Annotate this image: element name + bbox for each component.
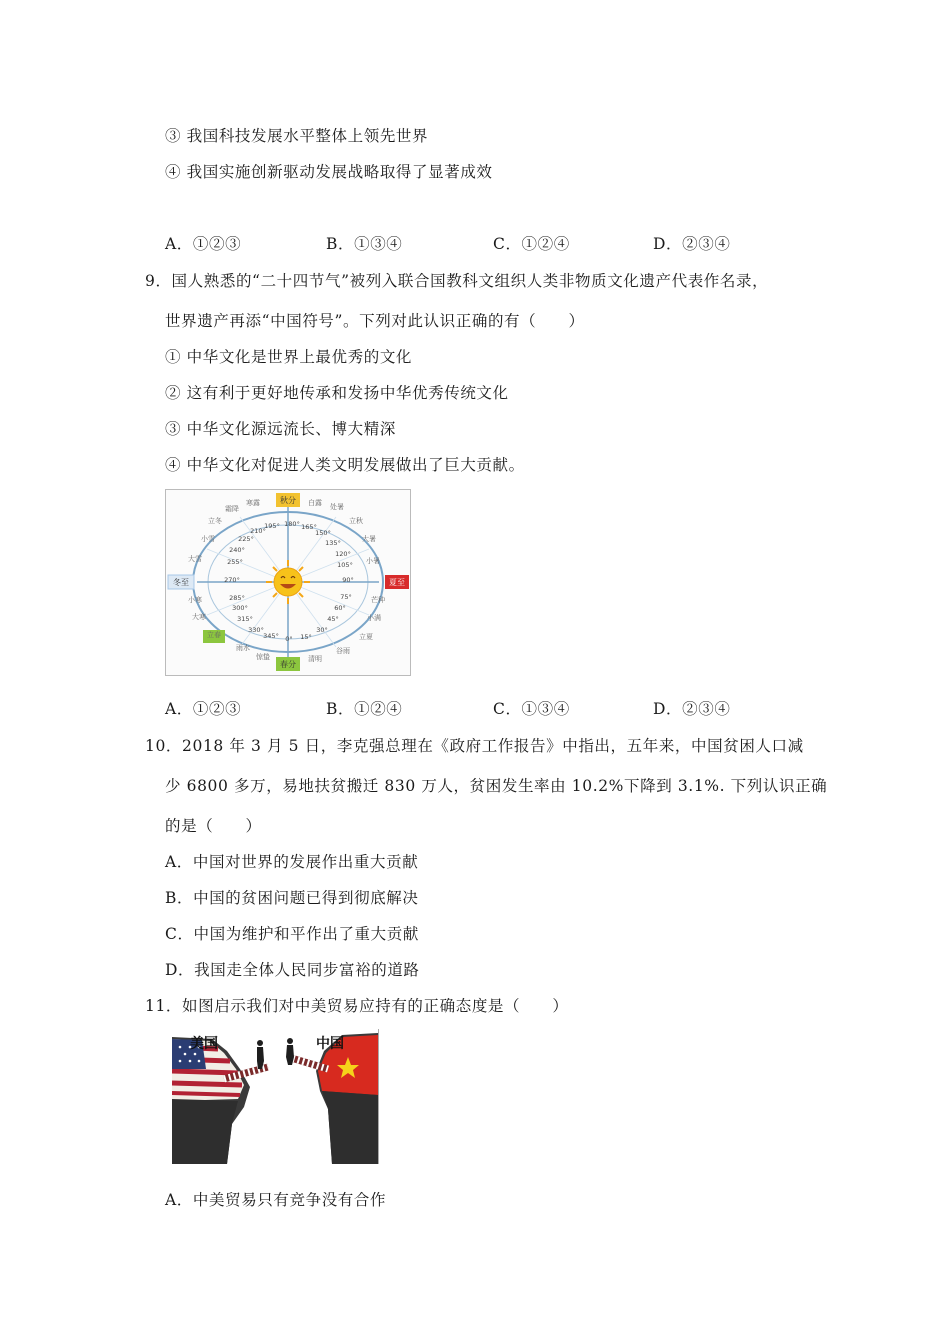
q10-stem-line1: 10．2018 年 3 月 5 日，李克强总理在《政府工作报告》中指出，五年来，中国贫困人口减 <box>145 737 804 755</box>
degree-label: 285° <box>229 594 245 602</box>
solar-term-label: 大暑 <box>362 535 376 543</box>
q8-item-3: ④ 我国实施创新驱动发展战略取得了显著成效 <box>165 163 493 181</box>
solar-term-label: 立春 <box>207 631 221 639</box>
solar-term-label: 霜降 <box>225 505 239 513</box>
q10-stem-line2: 少 6800 多万，易地扶贫搬迁 830 万人，贫困发生率由 10.2%下降到 3.1%. 下列认识正确 <box>165 777 828 795</box>
degree-label: 195° <box>264 522 280 530</box>
trade-bridge-figure <box>172 1029 380 1164</box>
degree-label: 345° <box>263 632 279 640</box>
label-summer: 夏至 <box>389 578 405 587</box>
q9-option-a: A．①②③ <box>165 700 242 718</box>
degree-label: 60° <box>334 604 346 612</box>
solar-term-label: 清明 <box>308 655 322 663</box>
q11-stem: 11．如图启示我们对中美贸易应持有的正确态度是（ ） <box>145 997 569 1015</box>
q8-option-c: C．①②④ <box>493 235 570 253</box>
solar-term-label: 大寒 <box>192 613 206 621</box>
q9-stem-line2: 世界遗产再添“中国符号”。下列对此认识正确的有（ ） <box>165 312 585 330</box>
q10-stem-line3: 的是（ ） <box>165 817 262 835</box>
solar-term-label: 立冬 <box>208 517 222 525</box>
solar-term-label: 小满 <box>367 614 381 622</box>
q8-option-a: A．①②③ <box>165 235 242 253</box>
degree-label: 315° <box>237 615 253 623</box>
q10-option-a: A．中国对世界的发展作出重大贡献 <box>165 853 419 871</box>
degree-label: 90° <box>342 576 354 584</box>
degree-label: 15° <box>300 633 312 641</box>
q9-option-d: D．②③④ <box>653 700 731 718</box>
q8-item-2: ③ 我国科技发展水平整体上领先世界 <box>165 127 429 145</box>
degree-label: 105° <box>337 561 353 569</box>
solar-term-label: 处暑 <box>330 503 344 511</box>
usa-label: 美国 <box>190 1036 218 1052</box>
solar-term-label: 白露 <box>308 499 322 507</box>
degree-label: 210° <box>250 527 266 535</box>
q9-item-3: ③ 中华文化源远流长、博大精深 <box>165 420 396 438</box>
solar-term-label: 谷雨 <box>336 647 350 655</box>
degree-label: 150° <box>315 529 331 537</box>
solar-term-label: 立夏 <box>359 633 373 641</box>
degree-label: 225° <box>238 535 254 543</box>
label-spring: 春分 <box>280 660 296 669</box>
degree-label: 330° <box>248 626 264 634</box>
degree-label: 120° <box>335 550 351 558</box>
solar-term-label: 芒种 <box>371 596 385 604</box>
q10-option-c: C．中国为维护和平作出了重大贡献 <box>165 925 419 943</box>
q9-option-b: B．①②④ <box>326 700 403 718</box>
solar-terms-figure <box>165 489 411 676</box>
q9-option-c: C．①③④ <box>493 700 570 718</box>
degree-label: 135° <box>325 539 341 547</box>
degree-label: 30° <box>316 626 328 634</box>
degree-label: 300° <box>232 604 248 612</box>
solar-term-label: 寒露 <box>246 499 260 507</box>
q9-item-4: ④ 中华文化对促进人类文明发展做出了巨大贡献。 <box>165 456 525 474</box>
q9-item-2: ② 这有利于更好地传承和发扬中华优秀传统文化 <box>165 384 509 402</box>
degree-label: 255° <box>227 558 243 566</box>
degree-label: 75° <box>340 593 352 601</box>
degree-label: 270° <box>224 576 240 584</box>
solar-term-label: 大雪 <box>188 555 202 563</box>
solar-term-label: 立秋 <box>349 517 363 525</box>
solar-term-label: 小暑 <box>366 557 380 565</box>
solar-term-label: 小寒 <box>188 596 202 604</box>
solar-term-label: 雨水 <box>236 644 250 652</box>
q11-option-a: A．中美贸易只有竞争没有合作 <box>165 1191 387 1209</box>
q10-option-d: D．我国走全体人民同步富裕的道路 <box>165 961 420 979</box>
q10-option-b: B．中国的贫困问题已得到彻底解决 <box>165 889 419 907</box>
degree-label: 165° <box>301 523 317 531</box>
degree-label: 180° <box>284 520 300 528</box>
degree-label: 0° <box>285 635 293 643</box>
q8-option-d: D．②③④ <box>653 235 731 253</box>
solar-term-label: 小雪 <box>201 535 215 543</box>
q9-stem-line1: 9．国人熟悉的“二十四节气”被列入联合国教科文组织人类非物质文化遗产代表作名录， <box>145 272 769 290</box>
china-label: 中国 <box>316 1036 344 1052</box>
q8-option-b: B．①③④ <box>326 235 403 253</box>
label-autumn: 秋分 <box>280 496 296 505</box>
solar-term-label: 惊蛰 <box>256 653 270 661</box>
degree-label: 240° <box>229 546 245 554</box>
q9-item-1: ① 中华文化是世界上最优秀的文化 <box>165 348 413 366</box>
degree-label: 45° <box>327 615 339 623</box>
label-winter: 冬至 <box>173 578 189 587</box>
